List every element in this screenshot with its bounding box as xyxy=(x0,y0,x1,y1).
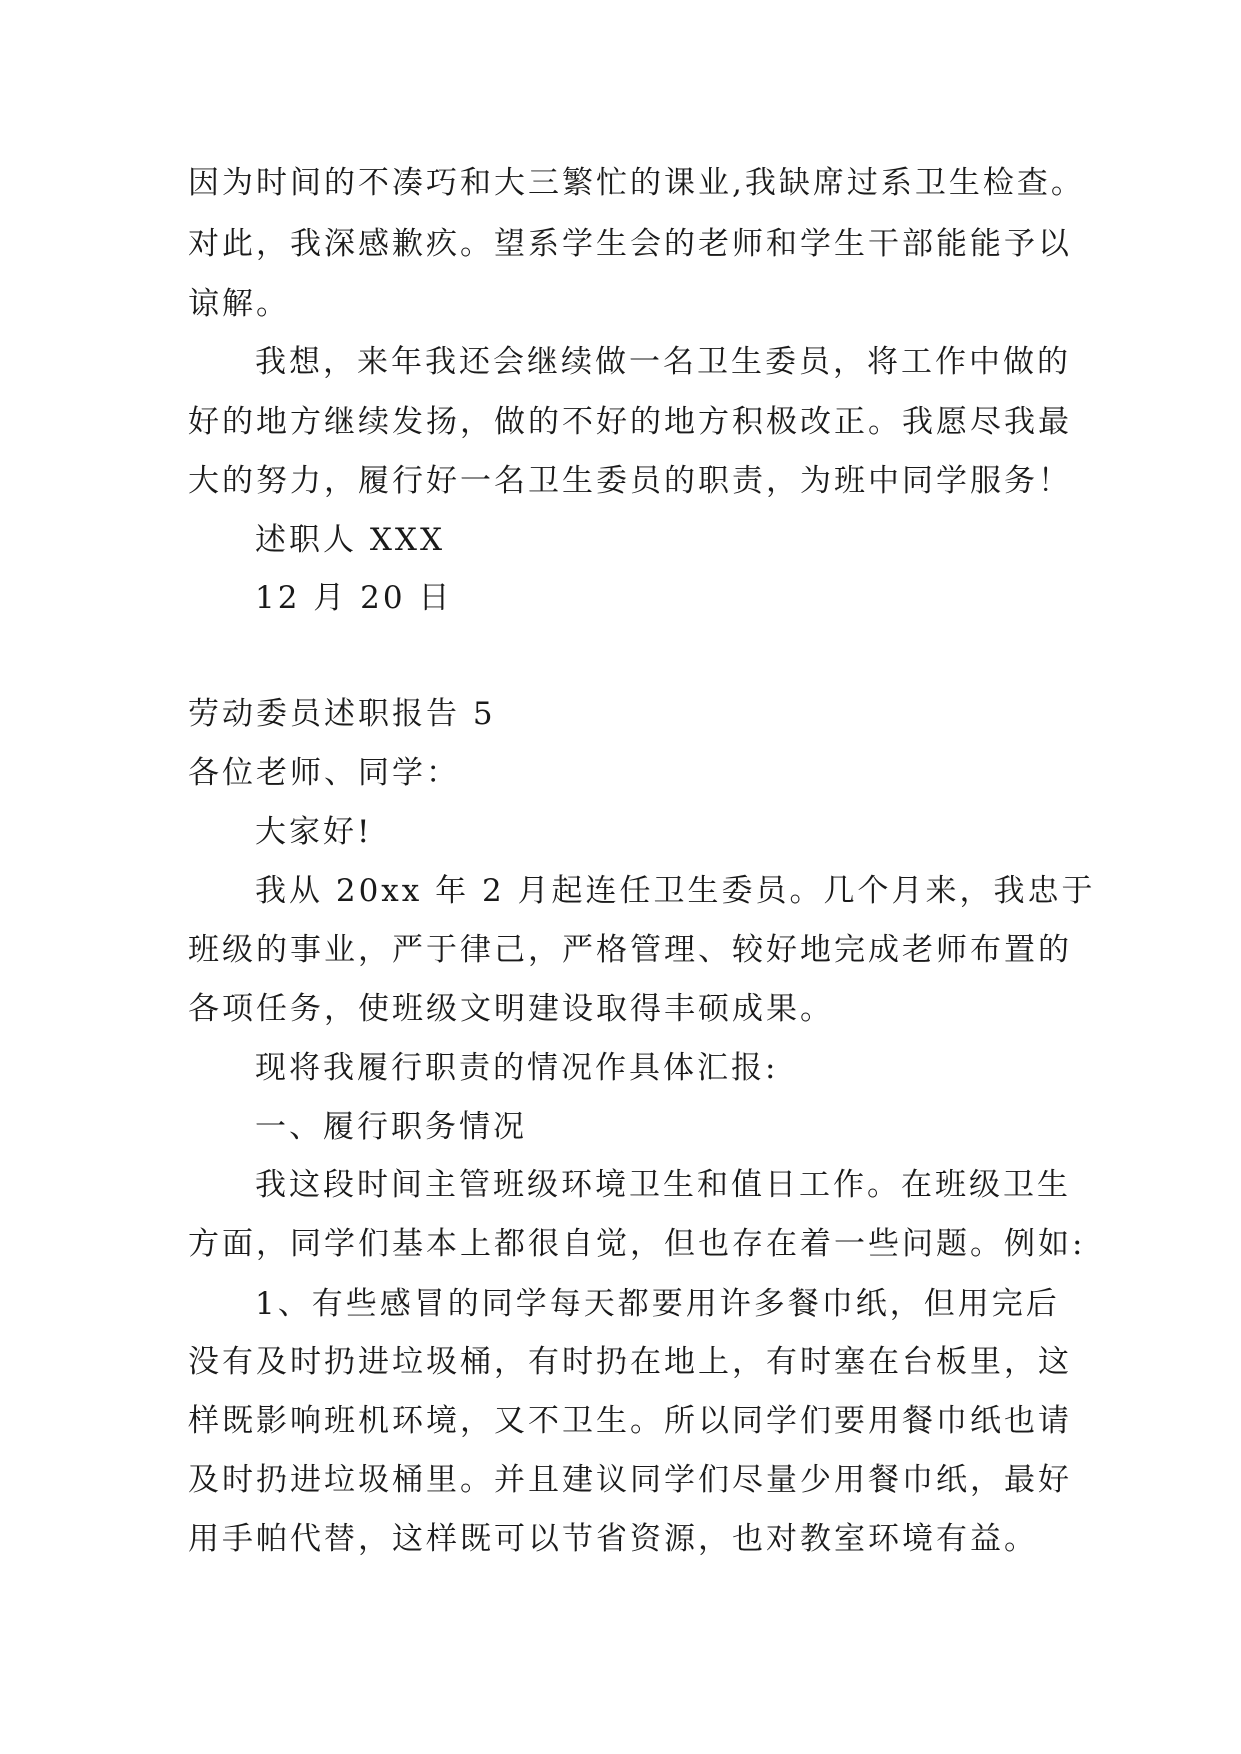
text-line: 样既影响班机环境，又不卫生。所以同学们要用餐巾纸也请 xyxy=(188,1403,1072,1439)
paragraph-first-line: 我从 20xx 年 2 月起连任卫生委员。几个月来，我忠于 xyxy=(255,873,1096,909)
greeting: 大家好! xyxy=(255,814,373,850)
text-line: 用手帕代替，这样既可以节省资源，也对教室环境有益。 xyxy=(188,1521,1038,1557)
text-line: 及时扔进垃圾桶里。并且建议同学们尽量少用餐巾纸，最好 xyxy=(188,1462,1072,1498)
salutation: 各位老师、同学： xyxy=(188,755,460,791)
paragraph-first-line: 我这段时间主管班级环境卫生和值日工作。在班级卫生 xyxy=(255,1167,1071,1203)
text-line: 班级的事业，严于律己，严格管理、较好地完成老师布置的 xyxy=(188,932,1072,968)
date-line: 12 月 20 日 xyxy=(255,580,453,616)
text-line: 各项任务，使班级文明建设取得丰硕成果。 xyxy=(188,991,834,1027)
paragraph-first-line: 1、有些感冒的同学每天都要用许多餐巾纸，但用完后 xyxy=(255,1286,1060,1322)
text-line: 大的努力，履行好一名卫生委员的职责，为班中同学服务！ xyxy=(188,463,1072,499)
text-line: 因为时间的不凑巧和大三繁忙的课业,我缺席过系卫生检查。 xyxy=(188,165,1085,201)
text-line: 对此，我深感歉疚。望系学生会的老师和学生干部能能予以 xyxy=(188,226,1072,262)
report-title: 劳动委员述职报告 5 xyxy=(188,696,496,732)
text-line: 好的地方继续发扬，做的不好的地方积极改正。我愿尽我最 xyxy=(188,404,1072,440)
text-line: 谅解。 xyxy=(188,286,290,322)
section-heading: 一、履行职务情况 xyxy=(255,1109,527,1145)
text-line: 方面，同学们基本上都很自觉，但也存在着一些问题。例如: xyxy=(188,1226,1086,1262)
signature-line: 述职人 XXX xyxy=(255,522,446,558)
paragraph-first-line: 现将我履行职责的情况作具体汇报: xyxy=(255,1050,779,1086)
text-line: 没有及时扔进垃圾桶，有时扔在地上，有时塞在台板里，这 xyxy=(188,1344,1072,1380)
paragraph-first-line: 我想，来年我还会继续做一名卫生委员，将工作中做的 xyxy=(255,344,1071,380)
